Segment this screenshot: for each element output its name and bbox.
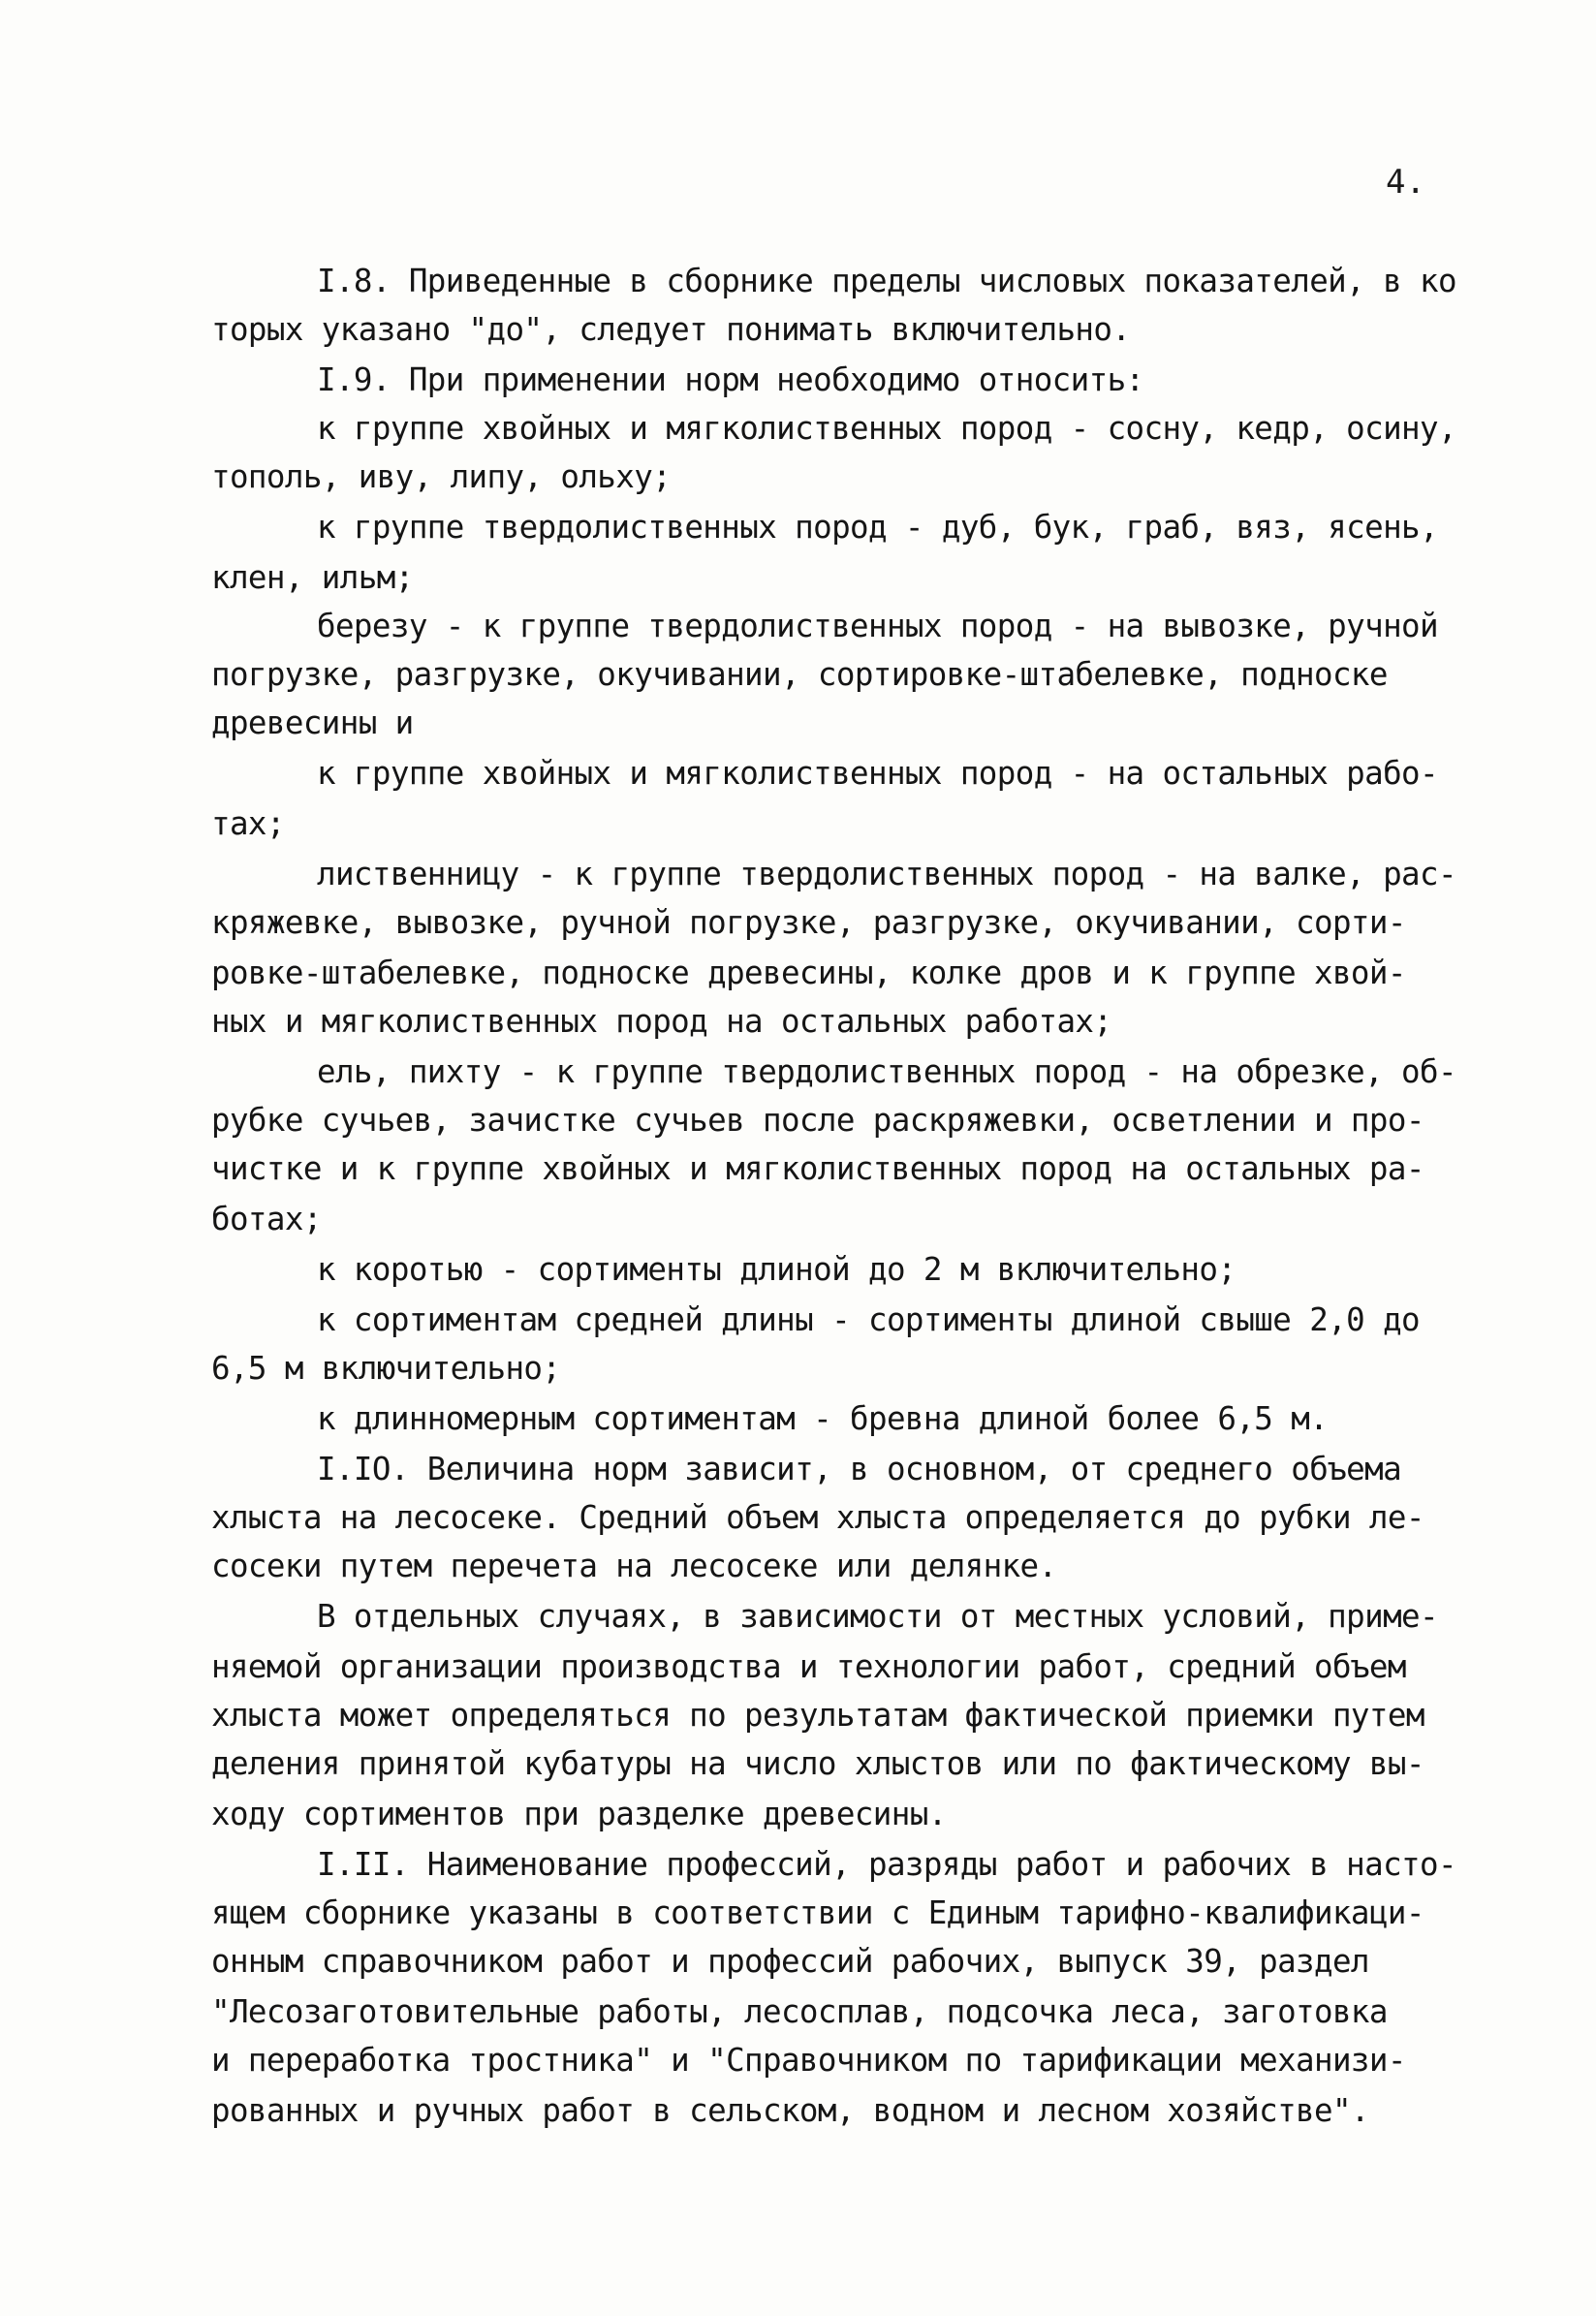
paragraph-cases-line-2: няемой организации производства и технологии работ, средний объем [211, 1648, 1406, 1685]
list-larch-line-1: лиственницу - к группе твердолиственных пород - на валке, рас- [317, 856, 1456, 892]
paragraph-1-11-line-6: рованных и ручных работ в сельском, водном и лесном хозяйстве". [211, 2092, 1369, 2129]
list-birch-line-1: березу - к группе твердолиственных пород - на вывозке, ручной [317, 608, 1438, 644]
paragraph-cases-line-4: деления принятой кубатуры на число хлыстов или по фактическому вы- [211, 1745, 1424, 1782]
list-medium-logs-line-2: 6,5 м включительно; [211, 1350, 561, 1387]
page-number: 4. [1386, 163, 1425, 202]
paragraph-1-10-line-1: I.IO. Величина норм зависит, в основном, от среднего объема [317, 1451, 1402, 1487]
paragraph-1-8-line-2: торых указано "до", следует понимать включительно. [211, 311, 1131, 348]
list-spruce-line-1: ель, пихту - к группе твердолиственных пород - на обрезке, об- [317, 1053, 1456, 1090]
paragraph-1-10-line-3: сосеки путем перечета на лесосеке или делянке. [211, 1548, 1057, 1584]
list-birch-line-5: тах; [211, 805, 285, 842]
paragraph-1-10-line-2: хлыста на лесосеке. Средний объем хлыста определяется до рубки ле- [211, 1499, 1424, 1536]
paragraph-1-9-line-1: I.9. При применении норм необходимо относить: [317, 361, 1144, 398]
paragraph-1-11-line-3: онным справочником работ и профессий рабочих, выпуск 39, раздел [211, 1943, 1369, 1980]
list-spruce-line-2: рубке сучьев, зачистке сучьев после раскряжевки, осветлении и про- [211, 1102, 1424, 1139]
list-larch-line-4: ных и мягколиственных пород на остальных работах; [211, 1003, 1112, 1040]
list-hardwood-line-2: клен, ильм; [211, 559, 414, 596]
list-spruce-line-3: чистке и к группе хвойных и мягколиственных пород на остальных ра- [211, 1150, 1424, 1187]
list-birch-line-3: древесины и [211, 704, 414, 741]
list-softwood-line-2: тополь, иву, липу, ольху; [211, 458, 672, 495]
list-birch-line-2: погрузке, разгрузке, окучивании, сортировке-штабелевке, подноске [211, 656, 1388, 693]
list-birch-line-4: к группе хвойных и мягколиственных пород - на остальных рабо- [317, 755, 1438, 792]
list-larch-line-2: кряжевке, вывозке, ручной погрузке, разгрузке, окучивании, сорти- [211, 904, 1406, 941]
list-hardwood-line-1: к группе твердолиственных пород - дуб, бук, граб, вяз, ясень, [317, 509, 1438, 546]
list-short-logs: к коротью - сортименты длиной до 2 м включительно; [317, 1251, 1236, 1288]
paragraph-cases-line-3: хлыста может определяться по результатам фактической приемки путем [211, 1697, 1424, 1734]
paragraph-1-8-line-1: I.8. Приведенные в сборнике пределы числовых показателей, в ко [317, 263, 1456, 299]
list-long-logs: к длинномерным сортиментам - бревна длиной более 6,5 м. [317, 1400, 1329, 1437]
paragraph-1-11-line-2: ящем сборнике указаны в соответствии с Единым тарифно-квалификаци- [211, 1894, 1424, 1931]
paragraph-1-11-line-1: I.II. Наименование профессий, разряды работ и рабочих в насто- [317, 1846, 1456, 1883]
list-larch-line-3: ровке-штабелевке, подноске древесины, колке дров и к группе хвой- [211, 955, 1406, 991]
list-softwood-line-1: к группе хвойных и мягколиственных пород - сосну, кедр, осину, [317, 410, 1456, 447]
list-spruce-line-4: ботах; [211, 1201, 322, 1237]
paragraph-1-11-line-5: и переработка тростника" и "Справочником по тарификации механизи- [211, 2042, 1406, 2079]
paragraph-cases-line-5: ходу сортиментов при разделке древесины. [211, 1796, 947, 1832]
paragraph-cases-line-1: В отдельных случаях, в зависимости от местных условий, приме- [317, 1598, 1438, 1635]
list-medium-logs-line-1: к сортиментам средней длины - сортименты длиной свыше 2,0 до [317, 1301, 1420, 1338]
paragraph-1-11-line-4: "Лесозаготовительные работы, лесосплав, подсочка леса, заготовка [211, 1993, 1388, 2030]
